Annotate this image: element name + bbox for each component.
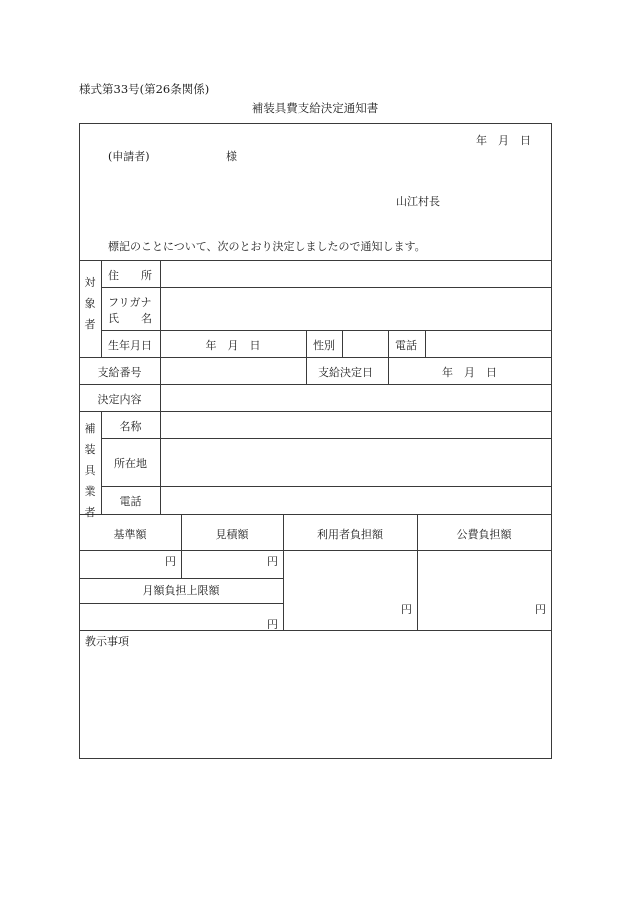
sex-label: 性別 — [313, 339, 335, 352]
name-label: 氏 名 — [108, 312, 152, 325]
document-title: 補装具費支給決定通知書 — [251, 101, 379, 115]
decision-content-label: 決定内容 — [97, 393, 142, 406]
estimate-amount-header: 見積額 — [215, 528, 249, 541]
public-burden-yen: 円 — [535, 603, 546, 616]
honorific: 様 — [226, 150, 237, 163]
issuer: 山江村長 — [396, 195, 440, 208]
monthly-limit-yen: 円 — [267, 618, 278, 631]
birthdate-label: 生年月日 — [108, 339, 152, 352]
monthly-limit-label: 月額負担上限額 — [142, 584, 220, 597]
form-number: 様式第33号(第26条関係) — [79, 82, 210, 96]
remarks-label: 教示事項 — [85, 635, 129, 648]
vendor-location-label: 所在地 — [114, 457, 147, 470]
vendor-phone-label: 電話 — [119, 495, 142, 508]
birthdate-value: 年 月 日 — [205, 339, 261, 352]
payment-number-label: 支給番号 — [97, 366, 142, 379]
address-label: 住 所 — [108, 269, 152, 282]
furigana-label: フリガナ — [108, 296, 152, 309]
standard-amount-yen: 円 — [165, 555, 176, 568]
subject-section-label — [79, 272, 101, 335]
estimate-amount-yen: 円 — [267, 555, 278, 568]
vendor-name-label: 名称 — [119, 420, 142, 433]
decision-date-label: 支給決定日 — [318, 366, 373, 379]
user-burden-header: 利用者負担額 — [317, 528, 383, 541]
applicant-label: (申請者) — [108, 150, 150, 163]
standard-amount-header: 基準額 — [113, 528, 147, 541]
public-burden-header: 公費負担額 — [456, 528, 512, 541]
vendor-section-label — [79, 418, 101, 523]
subject-section-text: 対象者 — [84, 276, 96, 331]
user-burden-yen: 円 — [401, 603, 412, 616]
notice-date: 年 月 日 — [476, 134, 531, 147]
vendor-section-text: 補装具業者 — [84, 422, 96, 519]
notice-body: 標記のことについて、次のとおり決定しましたので通知します。 — [108, 240, 426, 253]
decision-date-value: 年 月 日 — [442, 366, 497, 379]
phone-label: 電話 — [395, 339, 417, 352]
